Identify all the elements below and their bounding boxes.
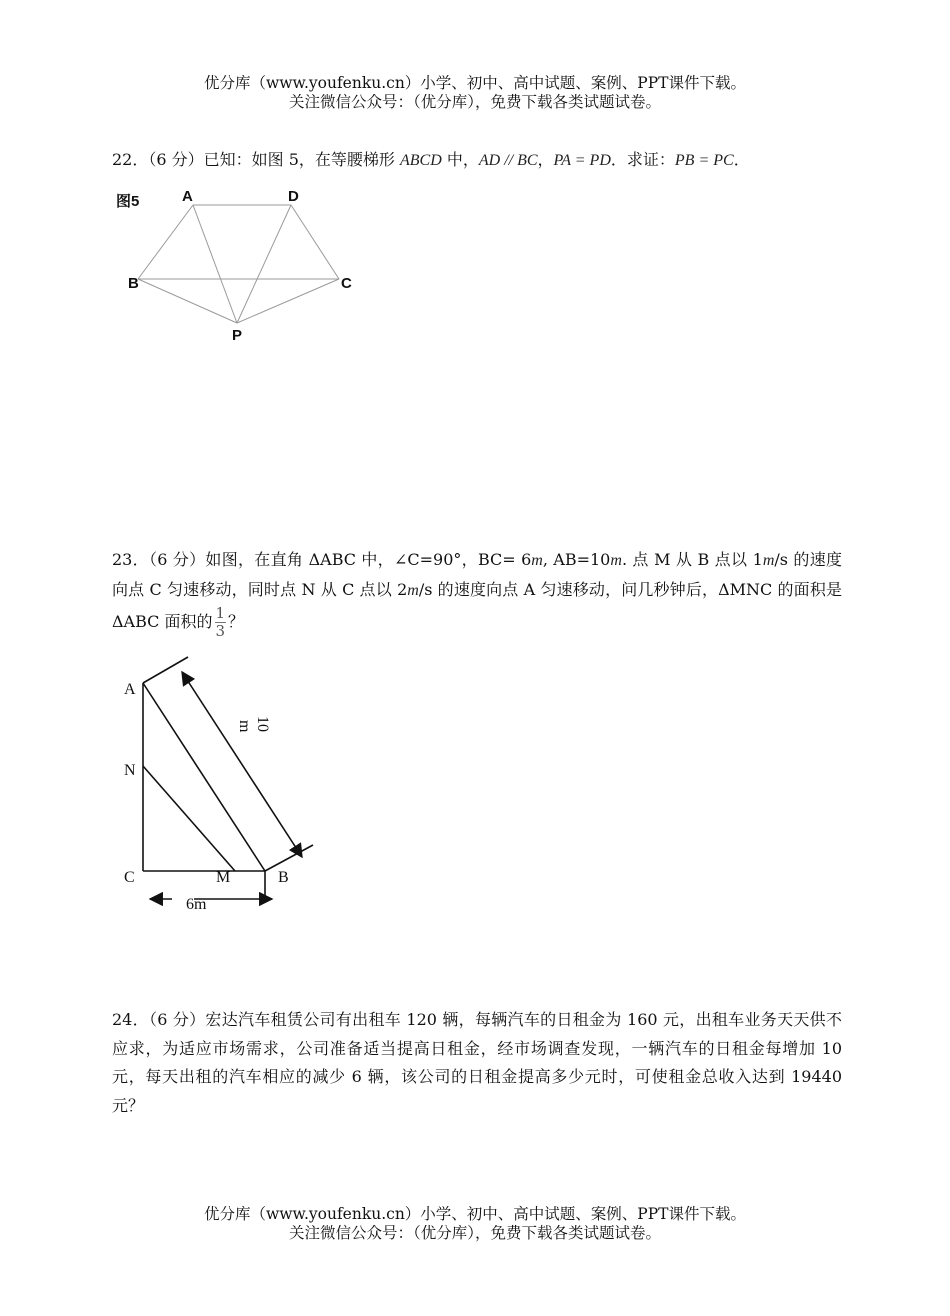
label-b: B [128, 275, 139, 292]
question-22 [112, 146, 842, 176]
length-ab-unit: m [236, 720, 253, 733]
label-c: C [341, 275, 352, 292]
segment-cp [237, 279, 339, 323]
extension-a-perpendicular [143, 657, 188, 683]
trapezoid-lines [138, 205, 339, 323]
fraction-numerator: 1 [215, 604, 226, 622]
footer-line-1: 优分库（www.youfenku.cn）小学、初中、高中试题、案例、PPT课件下载。 [203, 1205, 747, 1223]
q22-math-pb-pc: PB = PC [674, 152, 734, 169]
segment-ab-hypotenuse [143, 683, 265, 871]
q22-math-pa-pd: PA = PD [553, 152, 611, 169]
q23-text-d: /s 的速度向点 C 匀速移动，同时点 N 从 C 点以 2 [112, 550, 842, 599]
segment-ap [193, 205, 237, 323]
segment-dc [291, 205, 339, 279]
q23-text-b: , AB=10 [542, 550, 611, 569]
label-n: N [124, 762, 136, 779]
q23-text-a: 23．（6 分）如图，在直角 ΔABC 中，∠C=90°，BC= 6 [112, 550, 532, 569]
label-c: C [124, 869, 135, 886]
label-b: B [278, 869, 289, 886]
page-header [0, 74, 950, 112]
triangle-lines [143, 657, 313, 899]
q22-text-b: 中， [441, 150, 479, 169]
segment-nm [143, 766, 235, 871]
label-a: A [124, 681, 136, 698]
label-a: A [182, 188, 193, 205]
q23-text-e: /s 的速度向点 A 匀速移动，问几秒钟后，ΔMNC 的面积是 ΔABC 面积的 [112, 579, 842, 631]
fraction-denominator: 3 [215, 622, 226, 640]
label-d: D [288, 188, 299, 205]
length-ab-value: 10 [254, 716, 271, 732]
q22-text-e: ． [733, 150, 750, 169]
segment-ab [138, 205, 193, 279]
header-line-2: 关注微信公众号：（优分库），免费下载各类试题试卷。 [288, 93, 661, 111]
q23-text-c: . 点 M 从 B 点以 1 [621, 550, 763, 569]
q24-text: 24．（6 分）宏达汽车租赁公司有出租车 120 辆，每辆汽车的日租金为 160 元，出租车业务天天供不应求，为适应市场需求，公司准备适当提高日租金，经市场调查发现，一辆汽车的日租金每增加 10 元，每天出租的汽车相应的减少 6 辆，该公司的日租金提高多少元时，可使租金总收入达到 19440 元？ [112, 1010, 842, 1115]
page-footer [0, 1205, 950, 1243]
q22-text-a: 22．（6 分）已知：如图 5，在等腰梯形 [112, 150, 400, 169]
fraction-one-third [215, 605, 227, 640]
segment-dp [237, 205, 291, 323]
question-23 [112, 546, 842, 640]
length-ab-label [236, 716, 271, 733]
figure-5-trapezoid [100, 180, 380, 350]
q23-unit-4: m [407, 581, 419, 599]
q22-math-abcd: ABCD [399, 152, 442, 169]
dimension-arrow-ab [182, 672, 302, 857]
q23-text-f: ？ [228, 612, 245, 631]
length-bc-label: 6m [186, 896, 207, 913]
figure-right-triangle [110, 650, 340, 920]
figure-5-caption: 图5 [116, 193, 140, 210]
label-m: M [216, 869, 231, 886]
q22-text-d: ．求证： [610, 150, 675, 169]
header-line-1: 优分库（www.youfenku.cn）小学、初中、高中试题、案例、PPT课件下载。 [203, 74, 747, 92]
label-p: P [232, 327, 243, 344]
footer-line-2: 关注微信公众号：（优分库），免费下载各类试题试卷。 [288, 1224, 661, 1242]
q23-unit-2: m [610, 552, 622, 569]
segment-bp [138, 279, 237, 323]
q23-unit-3: m [762, 552, 775, 569]
q22-text-c: ， [537, 150, 554, 169]
extension-b-perpendicular [265, 845, 313, 871]
question-24 [112, 1006, 842, 1120]
q23-unit-1: m [531, 552, 543, 569]
q22-math-ad-parallel-bc: AD // BC [478, 152, 538, 169]
